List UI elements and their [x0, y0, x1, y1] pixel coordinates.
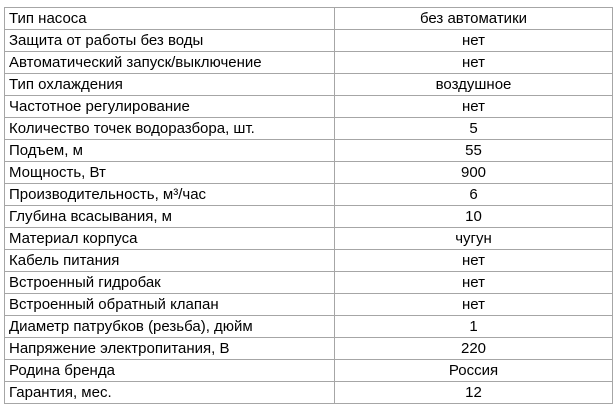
spec-name: Кабель питания	[5, 250, 335, 272]
spec-value: нет	[335, 250, 613, 272]
spec-row-auto-start	[5, 52, 613, 74]
spec-name: Подъем, м	[5, 140, 335, 162]
spec-name: Встроенный гидробак	[5, 272, 335, 294]
spec-name: Встроенный обратный клапан	[5, 294, 335, 316]
spec-name: Диаметр патрубков (резьба), дюйм	[5, 316, 335, 338]
spec-value: Россия	[335, 360, 613, 382]
spec-row-water-points	[5, 118, 613, 140]
spec-value: нет	[335, 96, 613, 118]
spec-row-dry-run-protection	[5, 30, 613, 52]
spec-row-cooling-type	[5, 74, 613, 96]
spec-row-body-material	[5, 228, 613, 250]
spec-row-power-cable	[5, 250, 613, 272]
spec-value: 220	[335, 338, 613, 360]
spec-value: нет	[335, 30, 613, 52]
spec-name: Материал корпуса	[5, 228, 335, 250]
spec-name: Тип охлаждения	[5, 74, 335, 96]
spec-name: Родина бренда	[5, 360, 335, 382]
spec-value: 5	[335, 118, 613, 140]
spec-value: 10	[335, 206, 613, 228]
spec-row-pump-type	[5, 8, 613, 30]
spec-value: нет	[335, 294, 613, 316]
spec-value: 1	[335, 316, 613, 338]
spec-name: Тип насоса	[5, 8, 335, 30]
spec-row-warranty	[5, 382, 613, 404]
spec-row-frequency-control	[5, 96, 613, 118]
spec-row-hydro-tank	[5, 272, 613, 294]
spec-row-brand-country	[5, 360, 613, 382]
spec-row-suction-depth	[5, 206, 613, 228]
spec-name: Мощность, Вт	[5, 162, 335, 184]
spec-name: Напряжение электропитания, В	[5, 338, 335, 360]
spec-row-lift-height	[5, 140, 613, 162]
spec-name: Производительность, м³/час	[5, 184, 335, 206]
spec-name: Количество точек водоразбора, шт.	[5, 118, 335, 140]
spec-value: 55	[335, 140, 613, 162]
spec-row-capacity	[5, 184, 613, 206]
spec-value: 6	[335, 184, 613, 206]
spec-row-power	[5, 162, 613, 184]
spec-row-voltage	[5, 338, 613, 360]
spec-row-pipe-diameter	[5, 316, 613, 338]
spec-value: 12	[335, 382, 613, 404]
spec-value: 900	[335, 162, 613, 184]
spec-value: чугун	[335, 228, 613, 250]
spec-value: нет	[335, 52, 613, 74]
spec-name: Гарантия, мес.	[5, 382, 335, 404]
spec-value: без автоматики	[335, 8, 613, 30]
spec-name: Автоматический запуск/выключение	[5, 52, 335, 74]
spec-name: Защита от работы без воды	[5, 30, 335, 52]
pump-spec-table	[4, 7, 613, 404]
spec-name: Глубина всасывания, м	[5, 206, 335, 228]
spec-row-check-valve	[5, 294, 613, 316]
spec-value: воздушное	[335, 74, 613, 96]
spec-name: Частотное регулирование	[5, 96, 335, 118]
spec-value: нет	[335, 272, 613, 294]
